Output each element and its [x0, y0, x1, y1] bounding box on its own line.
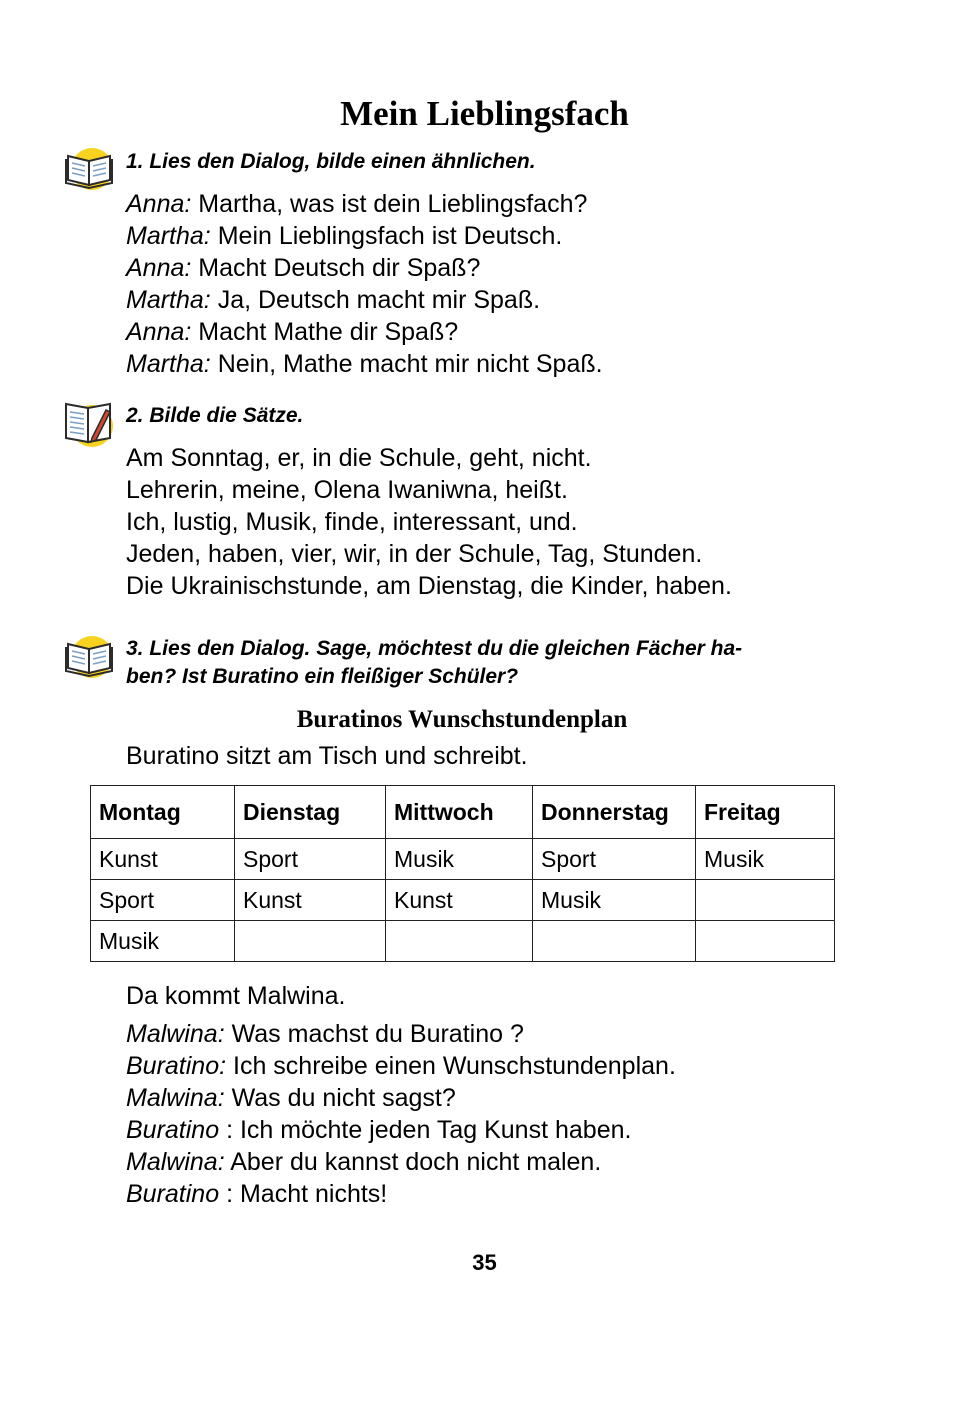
column-header: Mittwoch — [386, 786, 533, 839]
table-cell — [696, 921, 835, 962]
table-cell: Kunst — [386, 880, 533, 921]
dialog-line — [126, 220, 603, 252]
sentence: Lehrerin, meine, Olena Iwaniwna, heißt. — [126, 476, 568, 504]
dialog-line — [126, 1018, 676, 1050]
line-text: : Ich möchte jeden Tag Kunst haben. — [219, 1116, 632, 1144]
column-header: Dienstag — [235, 786, 386, 839]
table-cell — [533, 921, 696, 962]
column-header: Donnerstag — [533, 786, 696, 839]
table-row — [91, 921, 835, 962]
dialog-line — [126, 284, 603, 316]
dialog-line — [126, 1114, 676, 1146]
section-subtitle: Buratinos Wunschstundenplan — [296, 706, 628, 733]
column-header: Montag — [91, 786, 235, 839]
table-cell: Musik — [696, 839, 835, 880]
line-text: Ja, Deutsch macht mir Spaß. — [210, 286, 541, 314]
sentence: Am Sonntag, er, in die Schule, geht, nicht. — [126, 444, 592, 472]
table-row — [91, 839, 835, 880]
line-text: Was du nicht sagst? — [224, 1084, 456, 1112]
table-header-row — [91, 786, 835, 839]
column-header: Freitag — [696, 786, 835, 839]
table-cell: Sport — [235, 839, 386, 880]
notebook-pen-icon — [62, 398, 118, 448]
table-cell: Musik — [91, 921, 235, 962]
speaker: Anna: — [126, 318, 192, 346]
task-3-title-line-2: ben? Ist Buratino ein fleißiger Schüler? — [126, 665, 519, 688]
dialog-line — [126, 1082, 676, 1114]
speaker: Buratino: — [126, 1052, 227, 1080]
speaker: Malwina: — [126, 1020, 225, 1048]
task-3-title-line-1: 3. Lies den Dialog. Sage, möchtest du die gleichen Fächer ha- — [126, 637, 743, 660]
speaker: Martha: — [126, 350, 211, 378]
dialog-line — [126, 1178, 676, 1210]
line-text: Macht Deutsch dir Spaß? — [191, 254, 481, 282]
dialog-line — [126, 188, 603, 220]
table-row — [91, 880, 835, 921]
speaker: Anna: — [126, 190, 192, 218]
line-text: Macht Mathe dir Spaß? — [191, 318, 459, 346]
line-text: Aber du kannst doch nicht malen. — [224, 1148, 602, 1176]
open-book-icon — [62, 630, 118, 680]
line-text: Martha, was ist dein Lieblingsfach? — [191, 190, 588, 218]
table-cell — [235, 921, 386, 962]
speaker: Martha: — [126, 286, 211, 314]
intro-text: Buratino sitzt am Tisch und schreibt. — [126, 742, 528, 770]
table-cell: Musik — [533, 880, 696, 921]
wish-timetable — [90, 785, 835, 962]
speaker: Malwina: — [126, 1084, 225, 1112]
speaker: Martha: — [126, 222, 211, 250]
dialog-line — [126, 1146, 676, 1178]
task-1-title: 1. Lies den Dialog, bilde einen ähnlichen. — [126, 150, 536, 173]
table-cell: Sport — [91, 880, 235, 921]
speaker: Malwina: — [126, 1148, 225, 1176]
speaker: Buratino — [126, 1116, 220, 1144]
line-text: Ich schreibe einen Wunschstundenplan. — [226, 1052, 676, 1080]
sentence: Ich, lustig, Musik, finde, interessant, und. — [126, 508, 578, 536]
dialog-line — [126, 348, 603, 380]
task-1-dialog — [126, 188, 603, 380]
table-cell — [696, 880, 835, 921]
dialog-line — [126, 316, 603, 348]
table-cell — [386, 921, 533, 962]
line-text: Mein Lieblingsfach ist Deutsch. — [210, 222, 563, 250]
table-cell: Kunst — [91, 839, 235, 880]
sentence: Die Ukrainischstunde, am Dienstag, die Kinder, haben. — [126, 572, 732, 600]
task-2-sentences — [126, 442, 732, 602]
page-number: 35 — [472, 1250, 497, 1275]
open-book-icon — [62, 142, 118, 192]
narration-text: Da kommt Malwina. — [126, 982, 346, 1010]
task-3-dialog — [126, 1018, 676, 1210]
task-3-title — [126, 635, 846, 691]
page-title: Mein Lieblingsfach — [340, 94, 629, 133]
line-text: Nein, Mathe macht mir nicht Spaß. — [210, 350, 603, 378]
speaker: Anna: — [126, 254, 192, 282]
table-cell: Kunst — [235, 880, 386, 921]
sentence: Jeden, haben, vier, wir, in der Schule, Tag, Stunden. — [126, 540, 703, 568]
speaker: Buratino — [126, 1180, 220, 1208]
dialog-line — [126, 1050, 676, 1082]
task-2-title: 2. Bilde die Sätze. — [126, 404, 304, 427]
table-cell: Musik — [386, 839, 533, 880]
line-text: Was machst du Buratino ? — [224, 1020, 524, 1048]
table-cell: Sport — [533, 839, 696, 880]
line-text: : Macht nichts! — [219, 1180, 388, 1208]
dialog-line — [126, 252, 603, 284]
